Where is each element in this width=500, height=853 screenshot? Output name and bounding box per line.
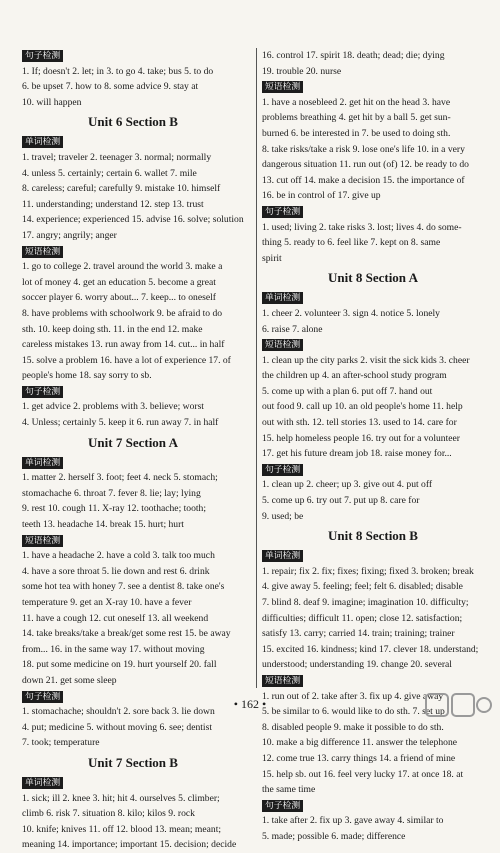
- answer-line: 9. used; be: [262, 510, 304, 522]
- answer-line: 1. clean up 2. cheer; up 3. give out 4. put off: [262, 479, 433, 491]
- section-tag: 单词检测: [262, 292, 303, 304]
- answer-line: 12. come true 13. carry things 14. a friend of mine: [262, 752, 456, 764]
- answer-line: 5. come up with a plan 6. put off 7. hand out: [262, 385, 433, 397]
- tag-row: [22, 134, 244, 150]
- answer-line: 1. sick; ill 2. knee 3. hit; hit 4. ourselves 5. climber;: [22, 792, 220, 804]
- answer-line: 1. have a nosebleed 2. get hit on the head 3. have: [262, 96, 451, 108]
- unit-heading: Unit 7 Section B: [88, 754, 178, 770]
- answer-line: 15. help homeless people 16. try out for a volunteer: [262, 432, 460, 444]
- answer-line: 16. be in control of 17. give up: [262, 190, 381, 202]
- answer-line: 5. made; possible 6. made; difference: [262, 830, 406, 842]
- answer-line: 4. have a sore throat 5. lie down and rest 6. drink: [22, 565, 210, 577]
- section-tag: 句子检测: [22, 691, 63, 703]
- tag-row: [262, 337, 484, 353]
- answer-line: 1. take after 2. fix up 3. gave away 4. similar to: [262, 815, 444, 827]
- answer-line: 14. take breaks/take a break/get some rest 15. be away: [22, 628, 231, 640]
- answer-line: 6. be upset 7. how to 8. some advice 9. stay at: [22, 81, 199, 93]
- answer-line: 17. get his future dream job 18. raise money for...: [262, 448, 452, 460]
- column-divider: [256, 48, 257, 688]
- answer-line: stomachache 6. throat 7. fever 8. lie; lay; lying: [22, 487, 201, 499]
- answer-line: 10. knife; knives 11. off 12. blood 13. mean; meant;: [22, 823, 222, 835]
- answer-line: 11. have a cough 12. cut oneself 13. all weekend: [22, 612, 209, 624]
- section-tag: 单词检测: [22, 136, 63, 148]
- answer-line: 13. cut off 14. make a decision 15. the importance of: [262, 174, 465, 186]
- answer-line: 15. excited 16. kindness; kind 17. clever 18. understand;: [262, 643, 479, 655]
- answer-line: 7. took; temperature: [22, 737, 100, 749]
- answer-line: 1. cheer 2. volunteer 3. sign 4. notice 5. lonely: [262, 307, 440, 319]
- answer-line: burned 6. be interested in 7. be used to doing sth.: [262, 127, 451, 139]
- answer-line: climb 6. risk 7. situation 8. kilo; kilos 9. rock: [22, 808, 195, 820]
- section-tag: 短语检测: [22, 535, 63, 547]
- answer-line: careless mistakes 13. run away from 14. cut... in half: [22, 339, 225, 351]
- page-number: • 162 •: [233, 697, 267, 711]
- answer-line: 1. If; doesn't 2. let; in 3. to go 4. take; bus 5. to do: [22, 65, 214, 77]
- section-tag: 短语检测: [262, 81, 303, 93]
- answer-line: 17. angry; angrily; anger: [22, 229, 117, 241]
- answer-line: out with sth. 12. tell stories 13. used to 14. care for: [262, 417, 457, 429]
- tag-row: [22, 244, 244, 260]
- right-column: [262, 48, 484, 845]
- answer-line: people's home 18. say sorry to sb.: [22, 370, 152, 382]
- answer-line: down 21. get some sleep: [22, 674, 117, 686]
- section-tag: 单词检测: [22, 777, 63, 789]
- answer-line: some hot tea with honey 7. see a dentist 8. take one's: [22, 581, 225, 593]
- tag-row: [262, 673, 484, 689]
- answer-line: 18. put some medicine on 19. hurt yourself 20. fall: [22, 659, 217, 671]
- answer-line: 14. experience; experienced 15. advise 16. solve; solution: [22, 214, 244, 226]
- answer-line: 1. get advice 2. problems with 3. believe; worst: [22, 401, 204, 413]
- section-tag: 单词检测: [22, 457, 63, 469]
- answer-line: 10. make a big difference 11. answer the telephone: [262, 737, 457, 749]
- answer-line: 4. unless 5. certainly; certain 6. wallet 7. mile: [22, 167, 197, 179]
- answer-line: 1. matter 2. herself 3. foot; feet 4. neck 5. stomach;: [22, 472, 218, 484]
- section-tag: 句子检测: [262, 464, 303, 476]
- answer-line: 8. have problems with schoolwork 9. be afraid to do: [22, 307, 223, 319]
- unit-heading: Unit 8 Section B: [328, 528, 418, 544]
- section-tag: 短语检测: [262, 675, 303, 687]
- answer-line: meaning 14. importance; important 15. decision; decide: [22, 839, 237, 851]
- answer-line: 10. will happen: [22, 96, 82, 108]
- answer-line: 8. careless; careful; carefully 9. mistake 10. himself: [22, 183, 221, 195]
- section-tag: 句子检测: [262, 206, 303, 218]
- answer-line: 9. rest 10. cough 11. X-ray 12. toothache; tooth;: [22, 503, 207, 515]
- section-tag: 句子检测: [22, 386, 63, 398]
- answer-line: spirit: [262, 252, 282, 264]
- section-tag: 句子检测: [262, 800, 303, 812]
- answer-line: 11. understanding; understand 12. step 13. trust: [22, 198, 204, 210]
- answer-line: 5. come up 6. try out 7. put up 8. care for: [262, 495, 420, 507]
- answer-line: 5. be similar to 6. would like to do sth. 7. set up: [262, 706, 445, 718]
- unit-heading: Unit 6 Section B: [88, 114, 178, 130]
- tag-row: [22, 533, 244, 549]
- answer-line: 8. take risks/take a risk 9. lose one's life 10. in a very: [262, 143, 465, 155]
- answer-line: from... 16. in the same way 17. without moving: [22, 643, 205, 655]
- answer-line: 1. go to college 2. travel around the world 3. make a: [22, 261, 223, 273]
- tag-row: [262, 548, 484, 564]
- answer-line: 16. control 17. spirit 18. death; dead; die; dying: [262, 50, 445, 61]
- tag-row: [22, 384, 244, 400]
- answer-line: understood; understanding 19. change 20. several: [262, 659, 452, 671]
- answer-line: 1. repair; fix 2. fix; fixes; fixing; fixed 3. broken; break: [262, 565, 474, 577]
- tag-row: [22, 48, 244, 64]
- answer-line: 1. clean up the city parks 2. visit the sick kids 3. cheer: [262, 354, 470, 366]
- answer-line: 4. put; medicine 5. without moving 6. see; dentist: [22, 721, 212, 733]
- answer-line: thing 5. ready to 6. feel like 7. kept on 8. same: [262, 237, 441, 249]
- answer-line: difficulties; difficult 11. open; close 12. satisfaction;: [262, 612, 463, 624]
- tag-row: [22, 775, 244, 791]
- answer-line: 8. disabled people 9. make it possible to do sth.: [262, 721, 444, 733]
- answer-line: temperature 9. get an X-ray 10. have a fever: [22, 597, 192, 608]
- answer-line: 6. raise 7. alone: [262, 323, 323, 335]
- tag-row: [262, 204, 484, 220]
- answer-line: out food 9. call up 10. an old people's home 11. help: [262, 401, 463, 413]
- answer-line: 1. used; living 2. take risks 3. lost; lives 4. do some-: [262, 221, 462, 233]
- answer-line: 1. run out of 2. take after 3. fix up 4. give away: [262, 690, 444, 702]
- tag-row: [22, 455, 244, 471]
- watermark-logo: [424, 690, 494, 720]
- answer-line: 15. solve a problem 16. have a lot of experience 17. of: [22, 354, 231, 366]
- answer-line: 1. stomachache; shouldn't 2. sore back 3. lie down: [22, 706, 215, 718]
- section-tag: 句子检测: [22, 50, 63, 62]
- answer-line: sth. 10. keep doing sth. 11. in the end 12. make: [22, 323, 203, 335]
- answer-line: 1. have a headache 2. have a cold 3. talk too much: [22, 550, 215, 562]
- section-tag: 短语检测: [22, 246, 63, 258]
- answer-line: 7. blind 8. deaf 9. imagine; imagination 10. difficulty;: [262, 597, 469, 608]
- answer-line: the same time: [262, 784, 316, 796]
- answer-line: the children up 4. an after-school study program: [262, 370, 447, 382]
- tag-row: [262, 79, 484, 95]
- answer-line: soccer player 6. worry about... 7. keep... to oneself: [22, 292, 216, 304]
- tag-row: [262, 798, 484, 814]
- answer-line: dangerous situation 11. run out (of) 12. be ready to do: [262, 159, 469, 171]
- tag-row: [262, 462, 484, 478]
- tag-row: [262, 290, 484, 306]
- section-tag: 短语检测: [262, 339, 303, 351]
- left-column: [22, 48, 244, 853]
- answer-line: 15. help sb. out 16. feel very lucky 17. at once 18. at: [262, 768, 464, 780]
- answer-line: lot of money 4. get an education 5. become a great: [22, 276, 216, 288]
- unit-heading: Unit 8 Section A: [328, 270, 418, 286]
- answer-line: teeth 13. headache 14. break 15. hurt; hurt: [22, 519, 184, 531]
- section-tag: 单词检测: [262, 550, 303, 562]
- answer-line: 4. give away 5. feeling; feel; felt 6. disabled; disable: [262, 581, 463, 593]
- unit-heading: Unit 7 Section A: [88, 434, 178, 450]
- answer-line: 4. Unless; certainly 5. keep it 6. run away 7. in half: [22, 417, 219, 429]
- answer-line: 1. travel; traveler 2. teenager 3. normal; normally: [22, 151, 212, 163]
- answer-line: problems breathing 4. get hit by a ball 5. get sun-: [262, 112, 451, 124]
- answer-line: satisfy 13. carry; carried 14. train; training; trainer: [262, 628, 455, 640]
- answer-line: 19. trouble 20. nurse: [262, 65, 342, 77]
